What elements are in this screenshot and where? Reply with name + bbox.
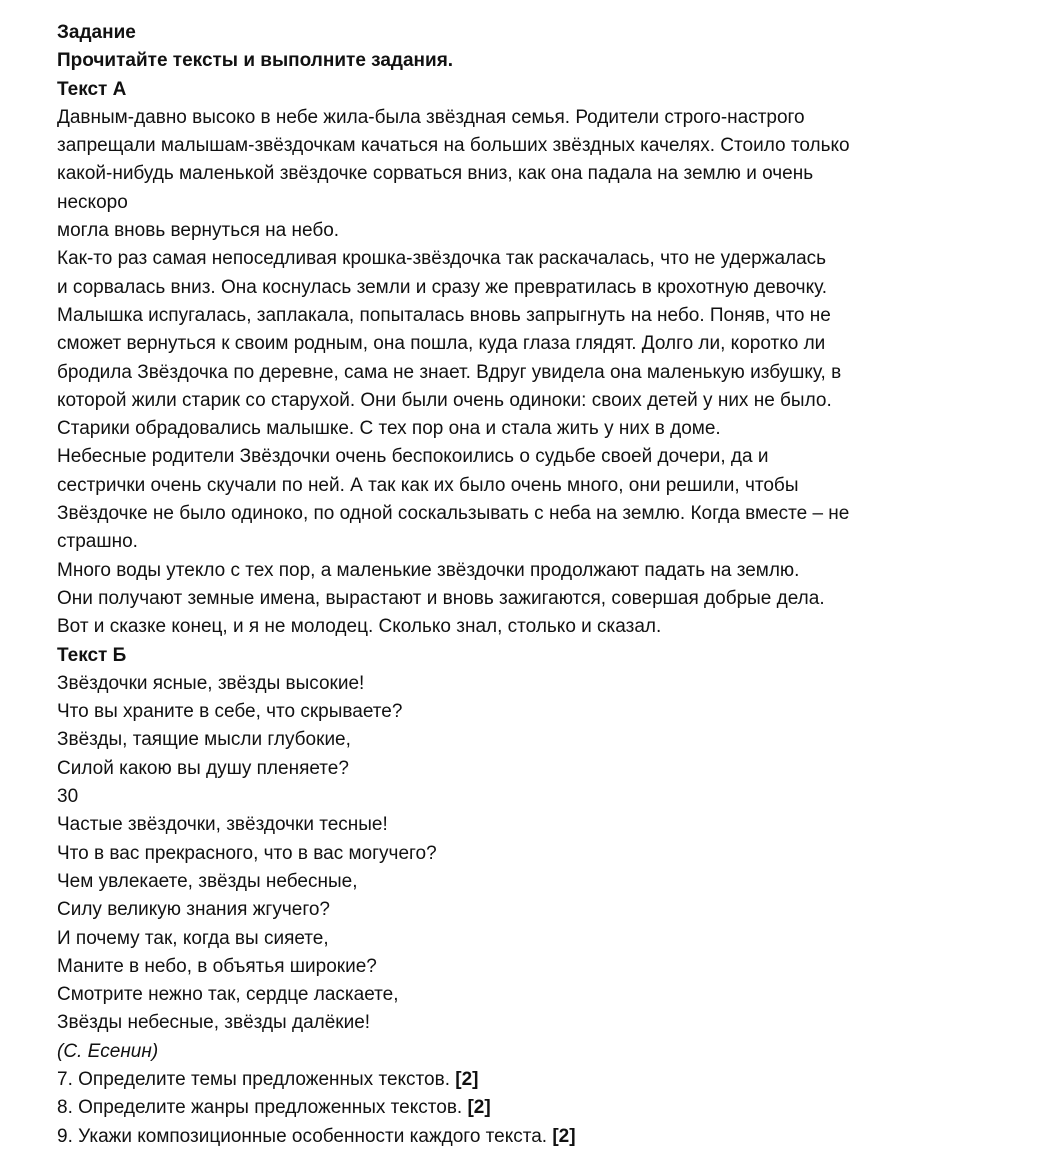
poem-line: Маните в небо, в объятья широкие? [57,955,377,977]
instruction: Прочитайте тексты и выполните задания. [57,50,454,72]
text-line: Много воды утекло с тех пор, а маленькие звёздочки продолжают падать на землю. [57,559,800,581]
text-line: нескоро [57,191,128,213]
text-line: Как-то раз самая непоседливая крошка-звёздочка так раскачалась, что не удержалась [57,248,827,270]
poem-line: Звёзды, таящие мысли глубокие, [57,729,351,751]
text-line: Вот и сказке конец, и я не молодец. Сколько знал, столько и сказал. [57,616,662,638]
text-line: могла вновь вернуться на небо. [57,220,340,242]
task-list [57,1066,1037,1151]
task-points: [2] [455,1068,479,1090]
poem-line: Силой какою вы душу пленяете? [57,757,349,779]
poem-line: Звёздочки ясные, звёзды высокие! [57,672,365,694]
task-text: 8. Определите жанры предложенных текстов. [57,1097,468,1119]
task-points: [2] [467,1097,491,1119]
poem-line: Смотрите нежно так, сердце ласкаете, [57,984,399,1006]
poem-line: 30 [57,786,79,808]
task-text: 7. Определите темы предложенных текстов. [57,1068,456,1090]
text-line: страшно. [57,531,138,553]
poem-line: Силу великую знания жгучего? [57,899,330,921]
poem-author: (С. Есенин) [57,1040,159,1062]
text-line: Малышка испугалась, заплакала, попыталась вновь запрыгнуть на небо. Поняв, что не [57,304,831,326]
text-line: Давным-давно высоко в небе жила-была звёздная семья. Родители строго-настрого [57,106,805,128]
task-item [57,1094,1037,1122]
text-line: Они получают земные имена, вырастают и вновь зажигаются, совершая добрые дела. [57,587,825,609]
task-title: Задание [57,22,136,43]
poem-line: Звёзды небесные, звёзды далёкие! [57,1012,371,1034]
text-b-poem [57,670,1037,1038]
text-line: и сорвалась вниз. Она коснулась земли и сразу же превратилась в крохотную девочку. [57,276,827,298]
text-b-heading: Текст Б [57,644,127,666]
text-line: Небесные родители Звёздочки очень беспокоились о судьбе своей дочери, да и [57,446,769,468]
poem-line: Чем увлекаете, звёзды небесные, [57,870,358,892]
poem-line: Что вы храните в себе, что скрываете? [57,701,403,723]
poem-line: Частые звёздочки, звёздочки тесные! [57,814,388,836]
document-page [57,19,1037,1151]
text-a-body [57,104,1037,642]
task-points: [2] [552,1125,576,1147]
text-line: запрещали малышам-звёздочкам качаться на больших звёздных качелях. Стоило только [57,135,850,157]
text-line: Старики обрадовались малышке. С тех пор она и стала жить у них в доме. [57,418,721,440]
text-a-heading: Текст А [57,78,127,100]
text-line: сможет вернуться к своим родным, она пошла, куда глаза глядят. Долго ли, коротко ли [57,333,826,355]
text-line: бродила Звёздочка по деревне, сама не знает. Вдруг увидела она маленькую избушку, в [57,361,842,383]
text-line: какой-нибудь маленькой звёздочке сорваться вниз, как она падала на землю и очень [57,163,814,185]
poem-line: Что в вас прекрасного, что в вас могучего? [57,842,437,864]
poem-line: И почему так, когда вы сияете, [57,927,329,949]
task-text: 9. Укажи композиционные особенности каждого текста. [57,1125,553,1147]
task-item [57,1066,1037,1094]
text-line: которой жили старик со старухой. Они были очень одиноки: своих детей у них не было. [57,389,832,411]
text-line: Звёздочке не было одиноко, по одной соскальзывать с неба на землю. Когда вместе – не [57,503,850,525]
text-line: сестрички очень скучали по ней. А так как их было очень много, они решили, чтобы [57,474,799,496]
task-item [57,1123,1037,1151]
